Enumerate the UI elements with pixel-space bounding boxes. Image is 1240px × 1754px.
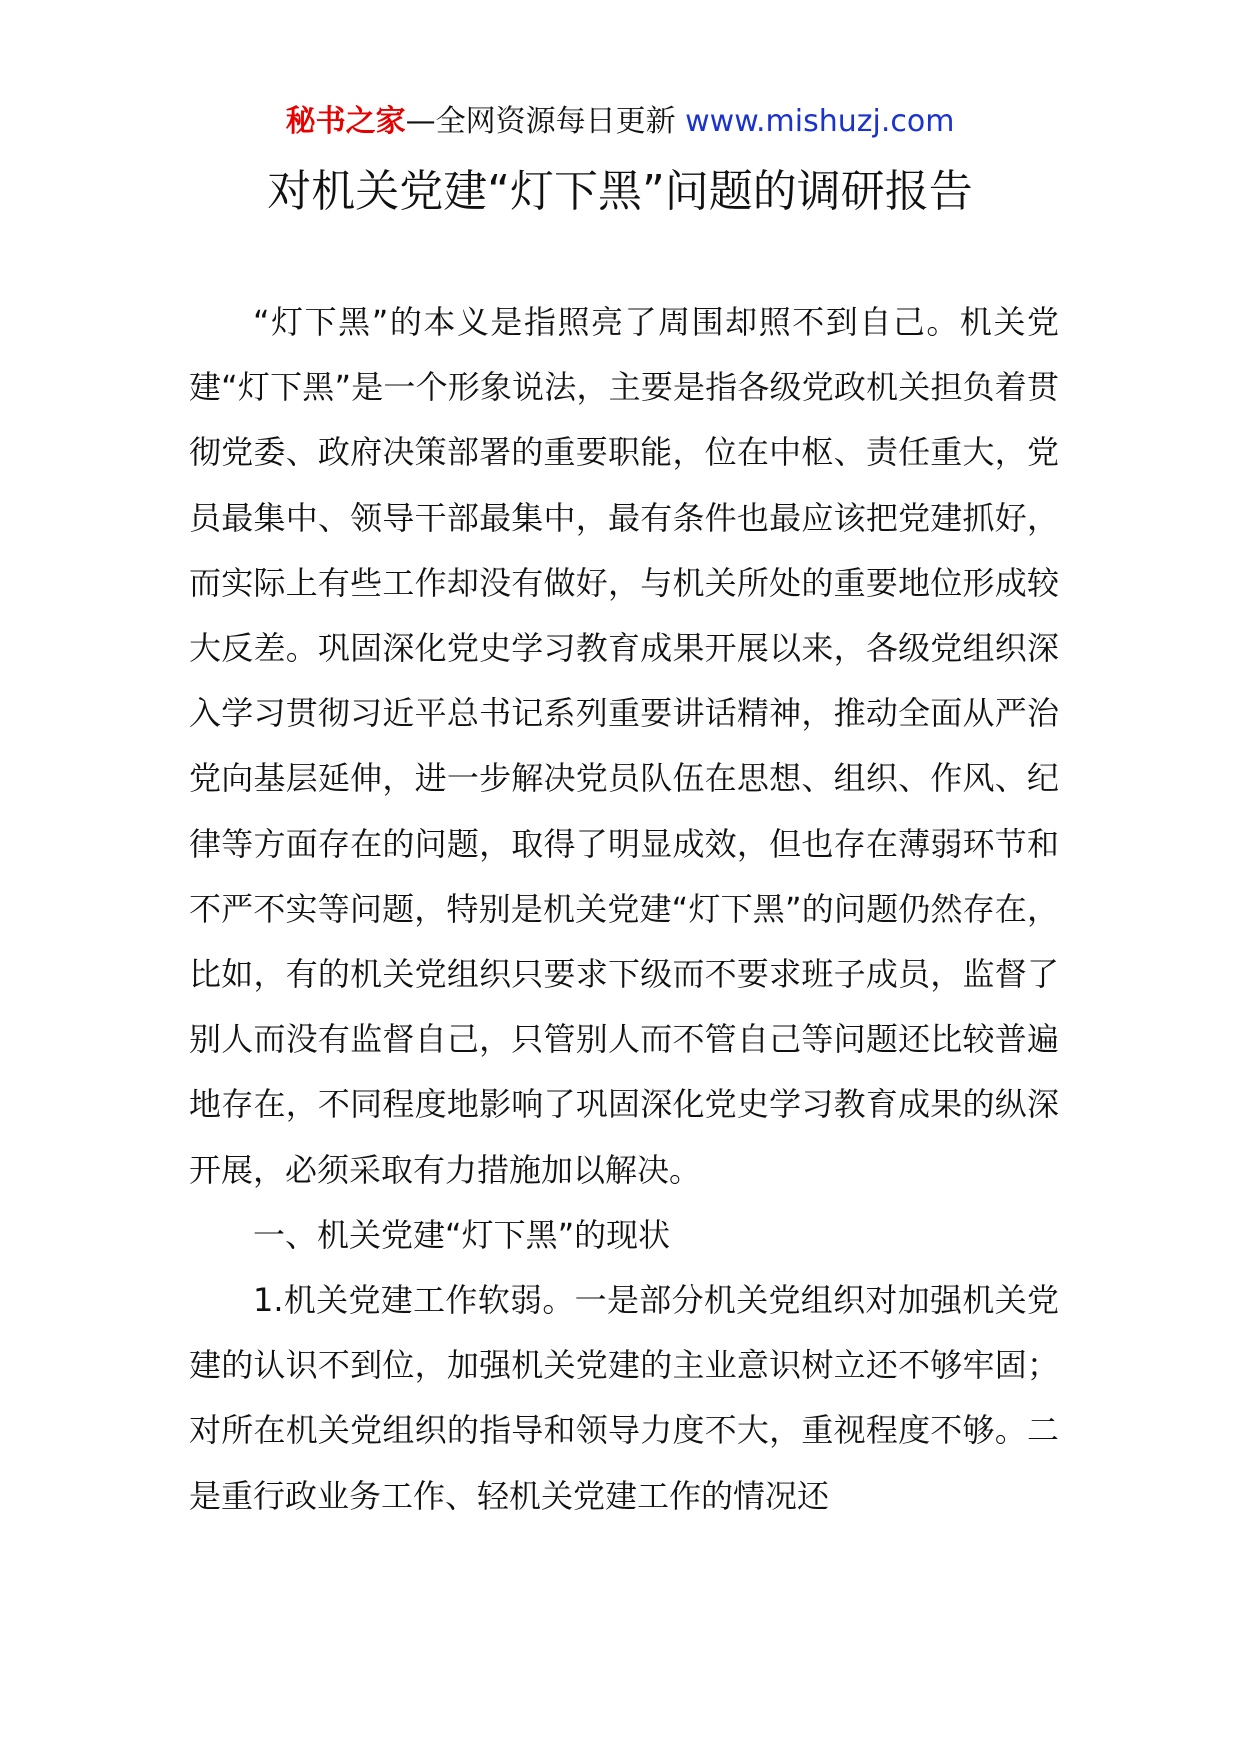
site-tagline: —全网资源每日更新 — [405, 104, 676, 139]
site-url-link[interactable]: www.mishuzj.com — [685, 104, 955, 139]
document-title: 对机关党建“灯下黑”问题的调研报告 — [267, 166, 973, 217]
document-body — [189, 290, 1059, 1529]
site-header — [0, 100, 1240, 144]
brand-name: 秘书之家 — [285, 104, 406, 139]
section-heading: 一、机关党建“灯下黑”的现状 — [253, 1215, 671, 1254]
body-paragraph: 1.机关党建工作软弱。一是部分机关党组织对加强机关党建的认识不到位，加强机关党建的主业意识树立还不够牢固；对所在机关党组织的指导和领导力度不大，重视程度不够。二是重行政业务工作、轻机关党建工作的情况还 — [189, 1281, 1059, 1515]
body-paragraph: “灯下黑”的本义是指照亮了周围却照不到自己。机关党建“灯下黑”是一个形象说法，主要是指各级党政机关担负着贯彻党委、政府决策部署的重要职能，位在中枢、责任重大，党员最集中、领导干部最集中，最有条件也最应该把党建抓好，而实际上有些工作却没有做好，与机关所处的重要地位形成较大反差。巩固深化党史学习教育成果开展以来，各级党组织深入学习贯彻习近平总书记系列重要讲话精神，推动全面从严治党向基层延伸，进一步解决党员队伍在思想、组织、作风、纪律等方面存在的问题，取得了明显成效，但也存在薄弱环节和不严不实等问题，特别是机关党建“灯下黑”的问题仍然存在，比如，有的机关党组织只要求下级而不要求班子成员，监督了别人而没有监督自己，只管别人而不管自己等问题还比较普遍地存在，不同程度地影响了巩固深化党史学习教育成果的纵深开展，必须采取有力措施加以解决。 — [189, 303, 1059, 1189]
